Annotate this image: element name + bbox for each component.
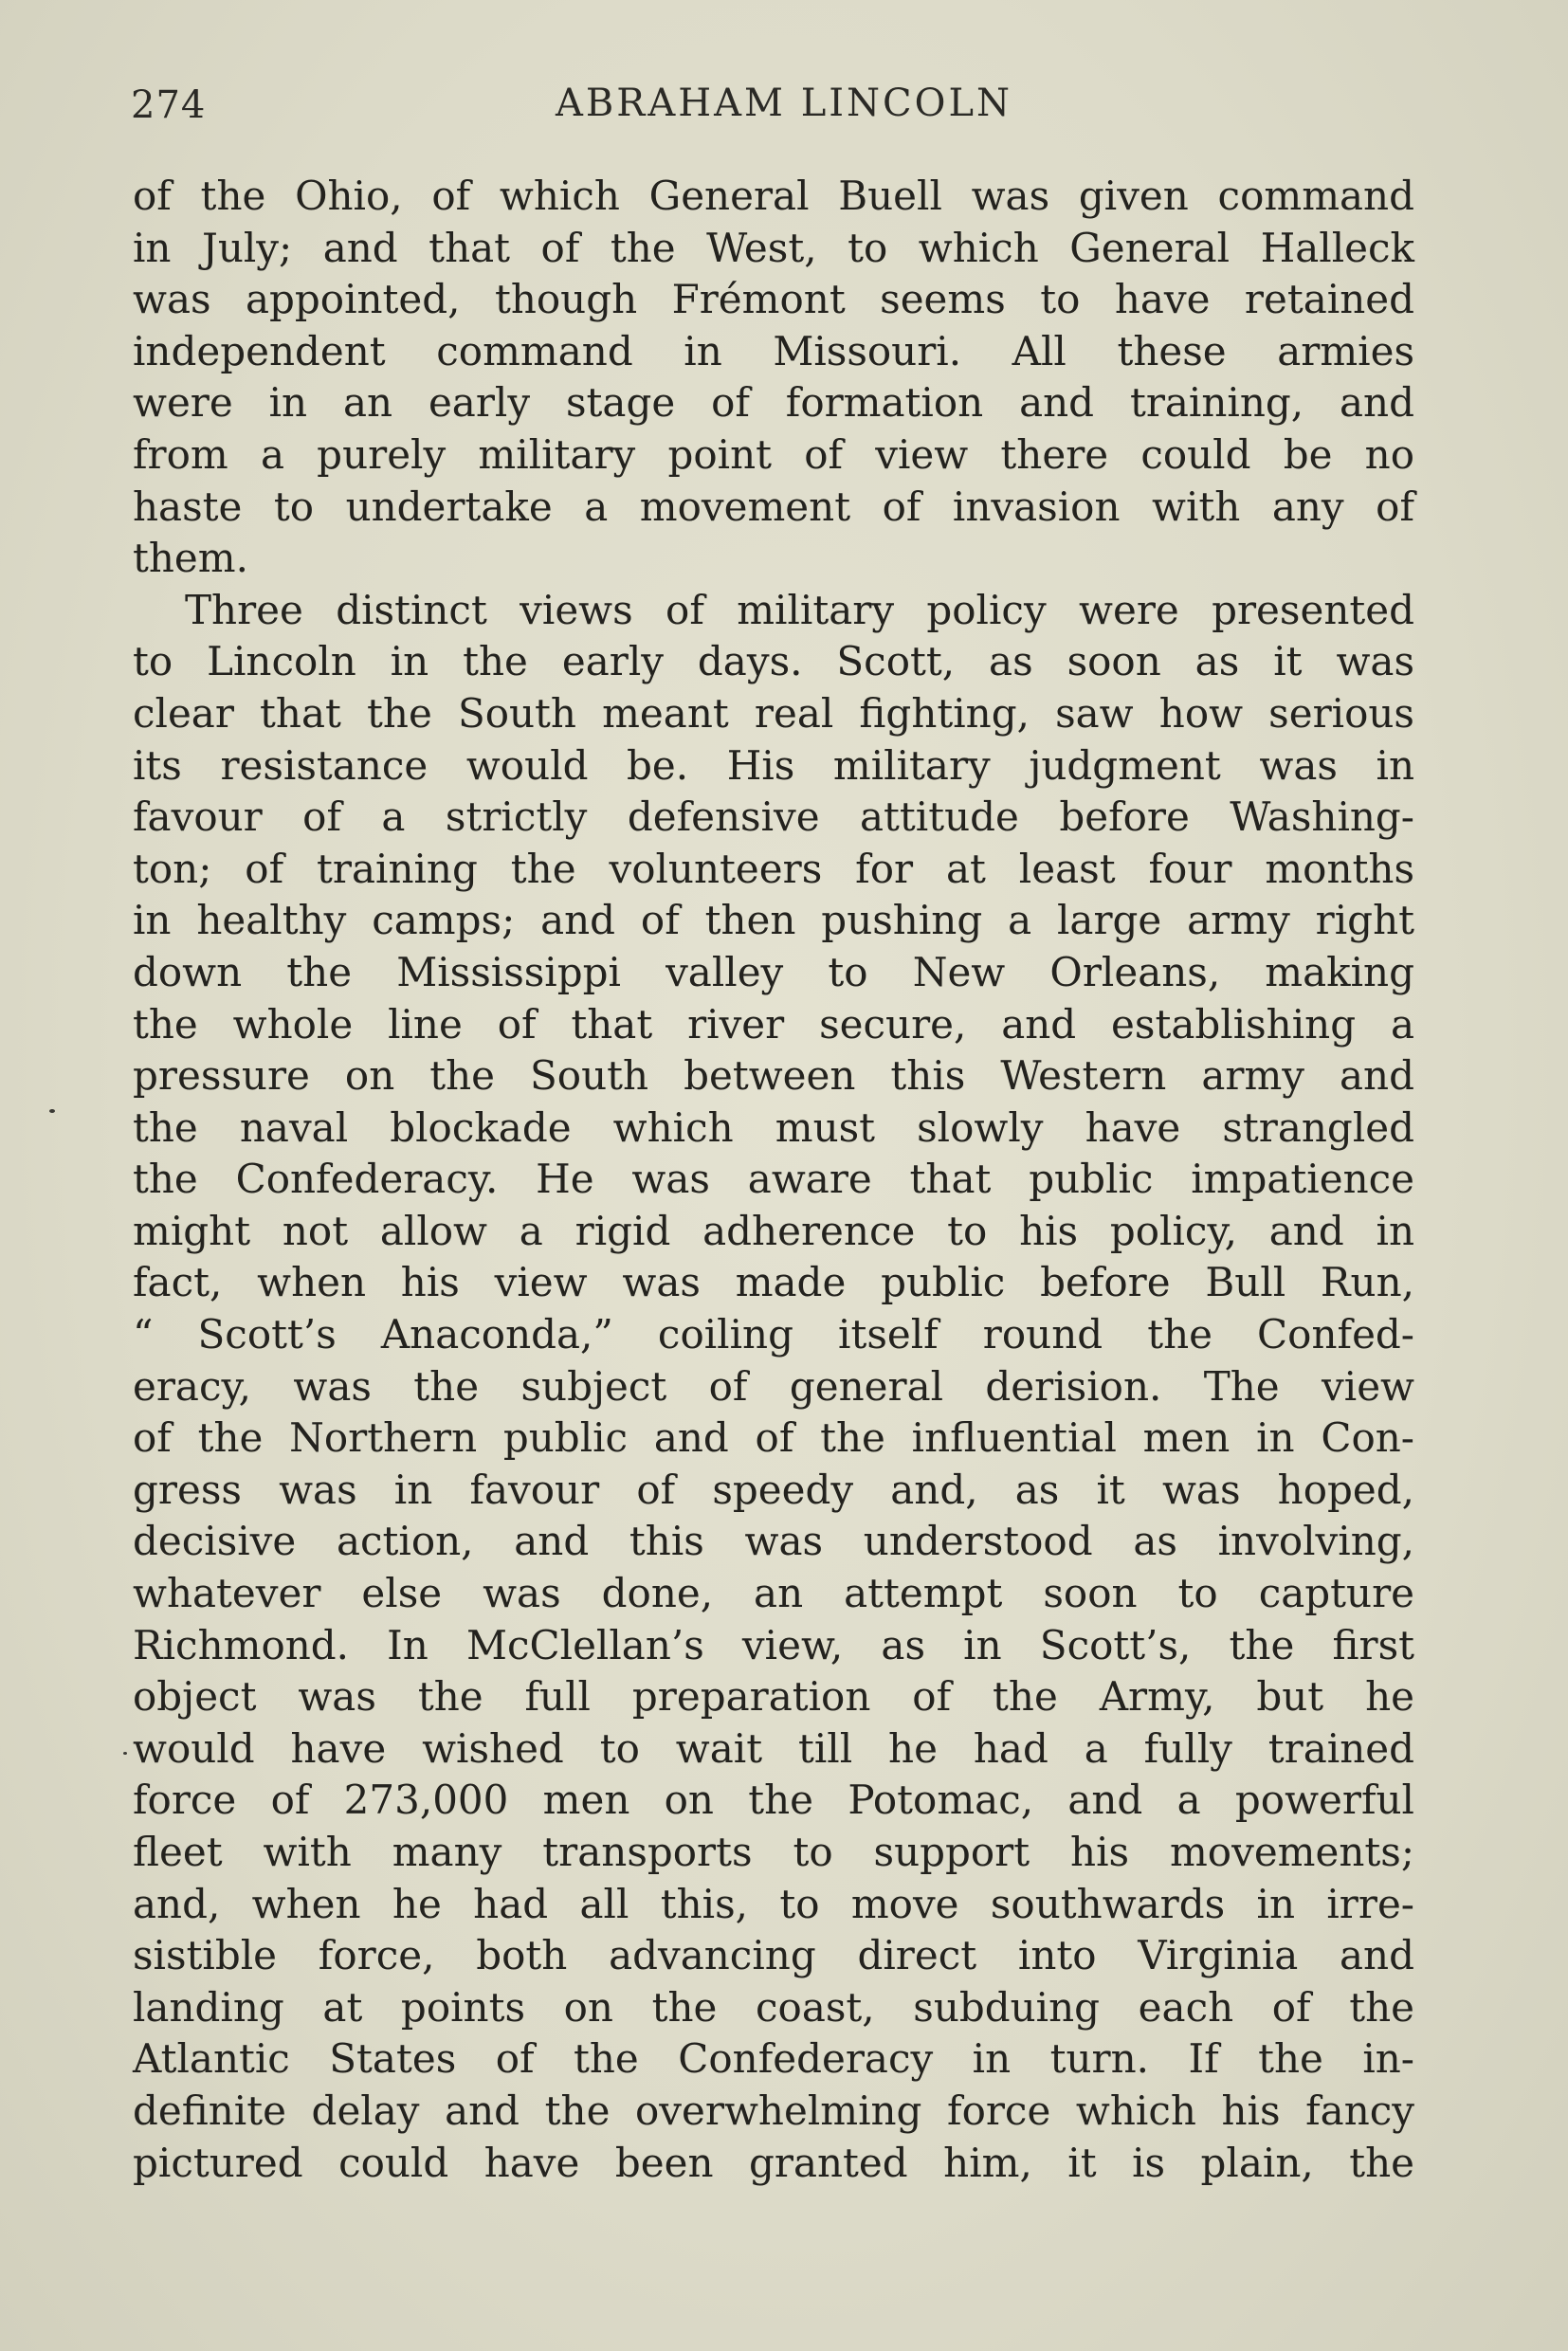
body-text (133, 171, 1414, 2189)
text-line: fleet with many transports to support his movements; (133, 1829, 1414, 1875)
text-line: decisive action, and this was understood as involving, (133, 1518, 1414, 1565)
text-line: in July; and that of the West, to which General Halleck (133, 224, 1414, 271)
text-line: were in an early stage of formation and training, and (133, 379, 1414, 427)
text-line: independent command in Missouri. All these armies (133, 327, 1414, 374)
text-line: its resistance would be. His military judgment was in (133, 741, 1414, 789)
text-line: was appointed, though Frémont seems to have retained (133, 276, 1414, 323)
text-line: whatever else was done, an attempt soon to capture (133, 1570, 1414, 1617)
text-line: ton; of training the volunteers for at least four months (133, 845, 1414, 892)
text-line: “ Scott’s Anaconda,” coiling itself round the Confed- (133, 1311, 1414, 1358)
text-line: to Lincoln in the early days. Scott, as soon as it was (133, 638, 1414, 685)
text-line: Atlantic States of the Confederacy in turn. If the in- (133, 2035, 1414, 2083)
text-line: from a purely military point of view there could be no (133, 430, 1414, 478)
paper-fleck (123, 1752, 127, 1755)
paragraph-first-line: Three distinct views of military policy were presented (185, 586, 1414, 633)
paper-fleck (49, 1109, 55, 1113)
text-line: object was the full preparation of the Army, but he (133, 1673, 1414, 1721)
text-line: gress was in favour of speedy and, as it was hoped, (133, 1466, 1414, 1513)
text-line: clear that the South meant real fighting, saw how serious (133, 689, 1414, 737)
text-line: of the Ohio, of which General Buell was given command (133, 173, 1414, 219)
text-line: Richmond. In McClellan’s view, as in Scott’s, the first (133, 1621, 1414, 1668)
text-line: the whole line of that river secure, and establishing a (133, 1000, 1414, 1048)
text-line: would have wished to wait till he had a fully trained (133, 1724, 1414, 1772)
text-line: pressure on the South between this Western army and (133, 1052, 1414, 1100)
text-line: the Confederacy. He was aware that public impatience (133, 1156, 1414, 1203)
text-line: them. (133, 535, 248, 582)
page-number: 274 (131, 83, 207, 127)
text-line: landing at points on the coast, subduing each of the (133, 1983, 1414, 2031)
text-line: fact, when his view was made public before Bull Run, (133, 1259, 1414, 1306)
running-head-title: ABRAHAM LINCOLN (555, 82, 1013, 125)
text-line: might not allow a rigid adherence to his policy, and in (133, 1207, 1414, 1254)
text-line: down the Mississippi valley to New Orleans, making (133, 948, 1414, 995)
text-line: and, when he had all this, to move southwards in irre- (133, 1880, 1414, 1927)
text-line: favour of a strictly defensive attitude before Washing- (133, 793, 1414, 841)
text-line: the naval blockade which must slowly have strangled (133, 1103, 1414, 1151)
text-line: eracy, was the subject of general derision. The view (133, 1362, 1414, 1410)
text-line: sistible force, both advancing direct into Virginia and (133, 1932, 1414, 1979)
text-line: pictured could have been granted him, it is plain, the (133, 2139, 1414, 2186)
text-line: in healthy camps; and of then pushing a large army right (133, 897, 1414, 944)
text-line: haste to undertake a movement of invasion with any of (133, 483, 1414, 530)
text-line: of the Northern public and of the influential men in Con- (133, 1414, 1414, 1462)
text-line: force of 273,000 men on the Potomac, and a powerful (133, 1777, 1414, 1824)
text-line: definite delay and the overwhelming force which his fancy (133, 2087, 1414, 2134)
